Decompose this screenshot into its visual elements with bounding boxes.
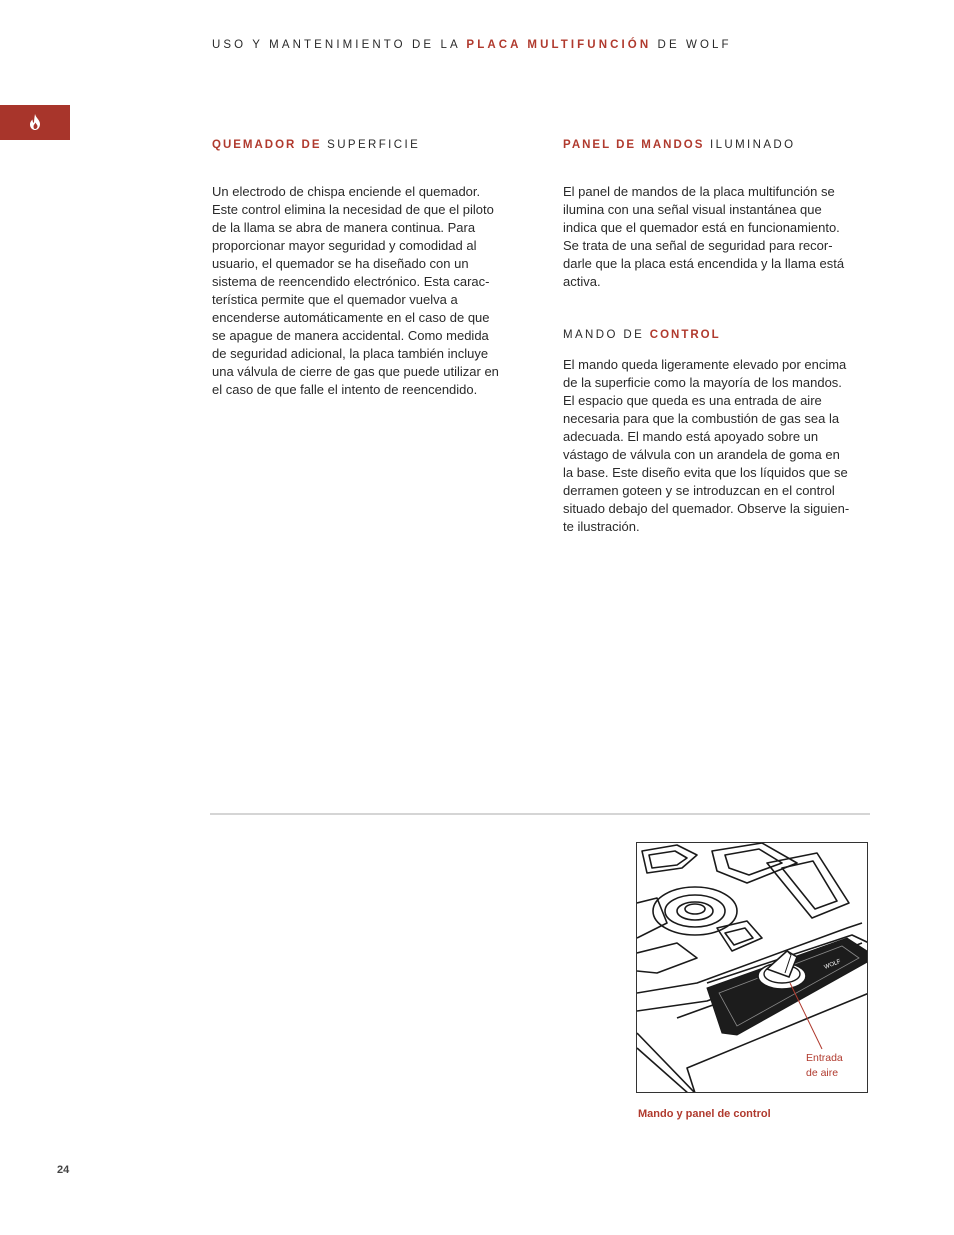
left-heading-rest: SUPERFICIE: [321, 139, 421, 151]
right-paragraph-1: El panel de mandos de la placa multifunción se ilumina con una señal visual instantánea que indica que el quemador está en funcionamiento. Se trata de una señal de seguridad para recor- darle que la placa está encendida y la llama está activa.: [563, 184, 845, 289]
right-heading-2-accent: CONTROL: [649, 329, 721, 341]
header-prefix: USO Y MANTENIMIENTO DE LA: [212, 39, 467, 51]
right-heading-1-accent: PANEL DE MANDOS: [563, 139, 705, 151]
flame-icon: [28, 114, 42, 130]
right-heading-1-rest: ILUMINADO: [704, 139, 796, 151]
right-heading-2: [563, 329, 721, 341]
right-heading-1: [563, 139, 795, 151]
figure-caption: Mando y panel de control: [638, 1108, 771, 1120]
left-heading-accent: QUEMADOR DE: [212, 139, 322, 151]
page-number: 24: [57, 1164, 70, 1176]
left-heading: [212, 139, 420, 151]
left-paragraph: Un electrodo de chispa enciende el quemador. Este control elimina la necesidad de que el piloto de la llama se abra de manera continua. Para proporcionar mayor seguridad y comodidad al usuario, el quemador se ha diseñado con un sistema de reencendido electrónico. Esta carac- terística permite que el quemador vuelva a encenderse automáticamente en el caso de que se apague de manera accidental. Como medida de seguridad adicional, la placa también incluye una válvula de cierre de gas que puede utilizar en el caso de que falle el intento de reencendido.: [212, 184, 499, 397]
section-divider: [210, 813, 870, 815]
header-highlight: PLACA MULTIFUNCIÓN: [466, 39, 652, 51]
right-heading-2-rest: MANDO DE: [563, 329, 650, 341]
section-tab: [0, 105, 70, 140]
brand-label: WOLF: [823, 958, 842, 971]
right-paragraph-2: El mando queda ligeramente elevado por encima de la superficie como la mayoría de los mandos. El espacio que queda es una entrada de aire necesaria para que la combustión de gas sea la adecuada. El mando está apoyado sobre un vástago de válvula con un arandela de goma en la base. Este diseño evita que los líquidos que se derramen goteen y se introduzcan en el control situado debajo del quemador. Observe la siguien- te ilustración.: [563, 357, 850, 534]
header-suffix: DE WOLF: [651, 39, 732, 51]
air-inlet-callout: Entrada de aire: [806, 1052, 843, 1079]
running-header: [212, 39, 732, 51]
